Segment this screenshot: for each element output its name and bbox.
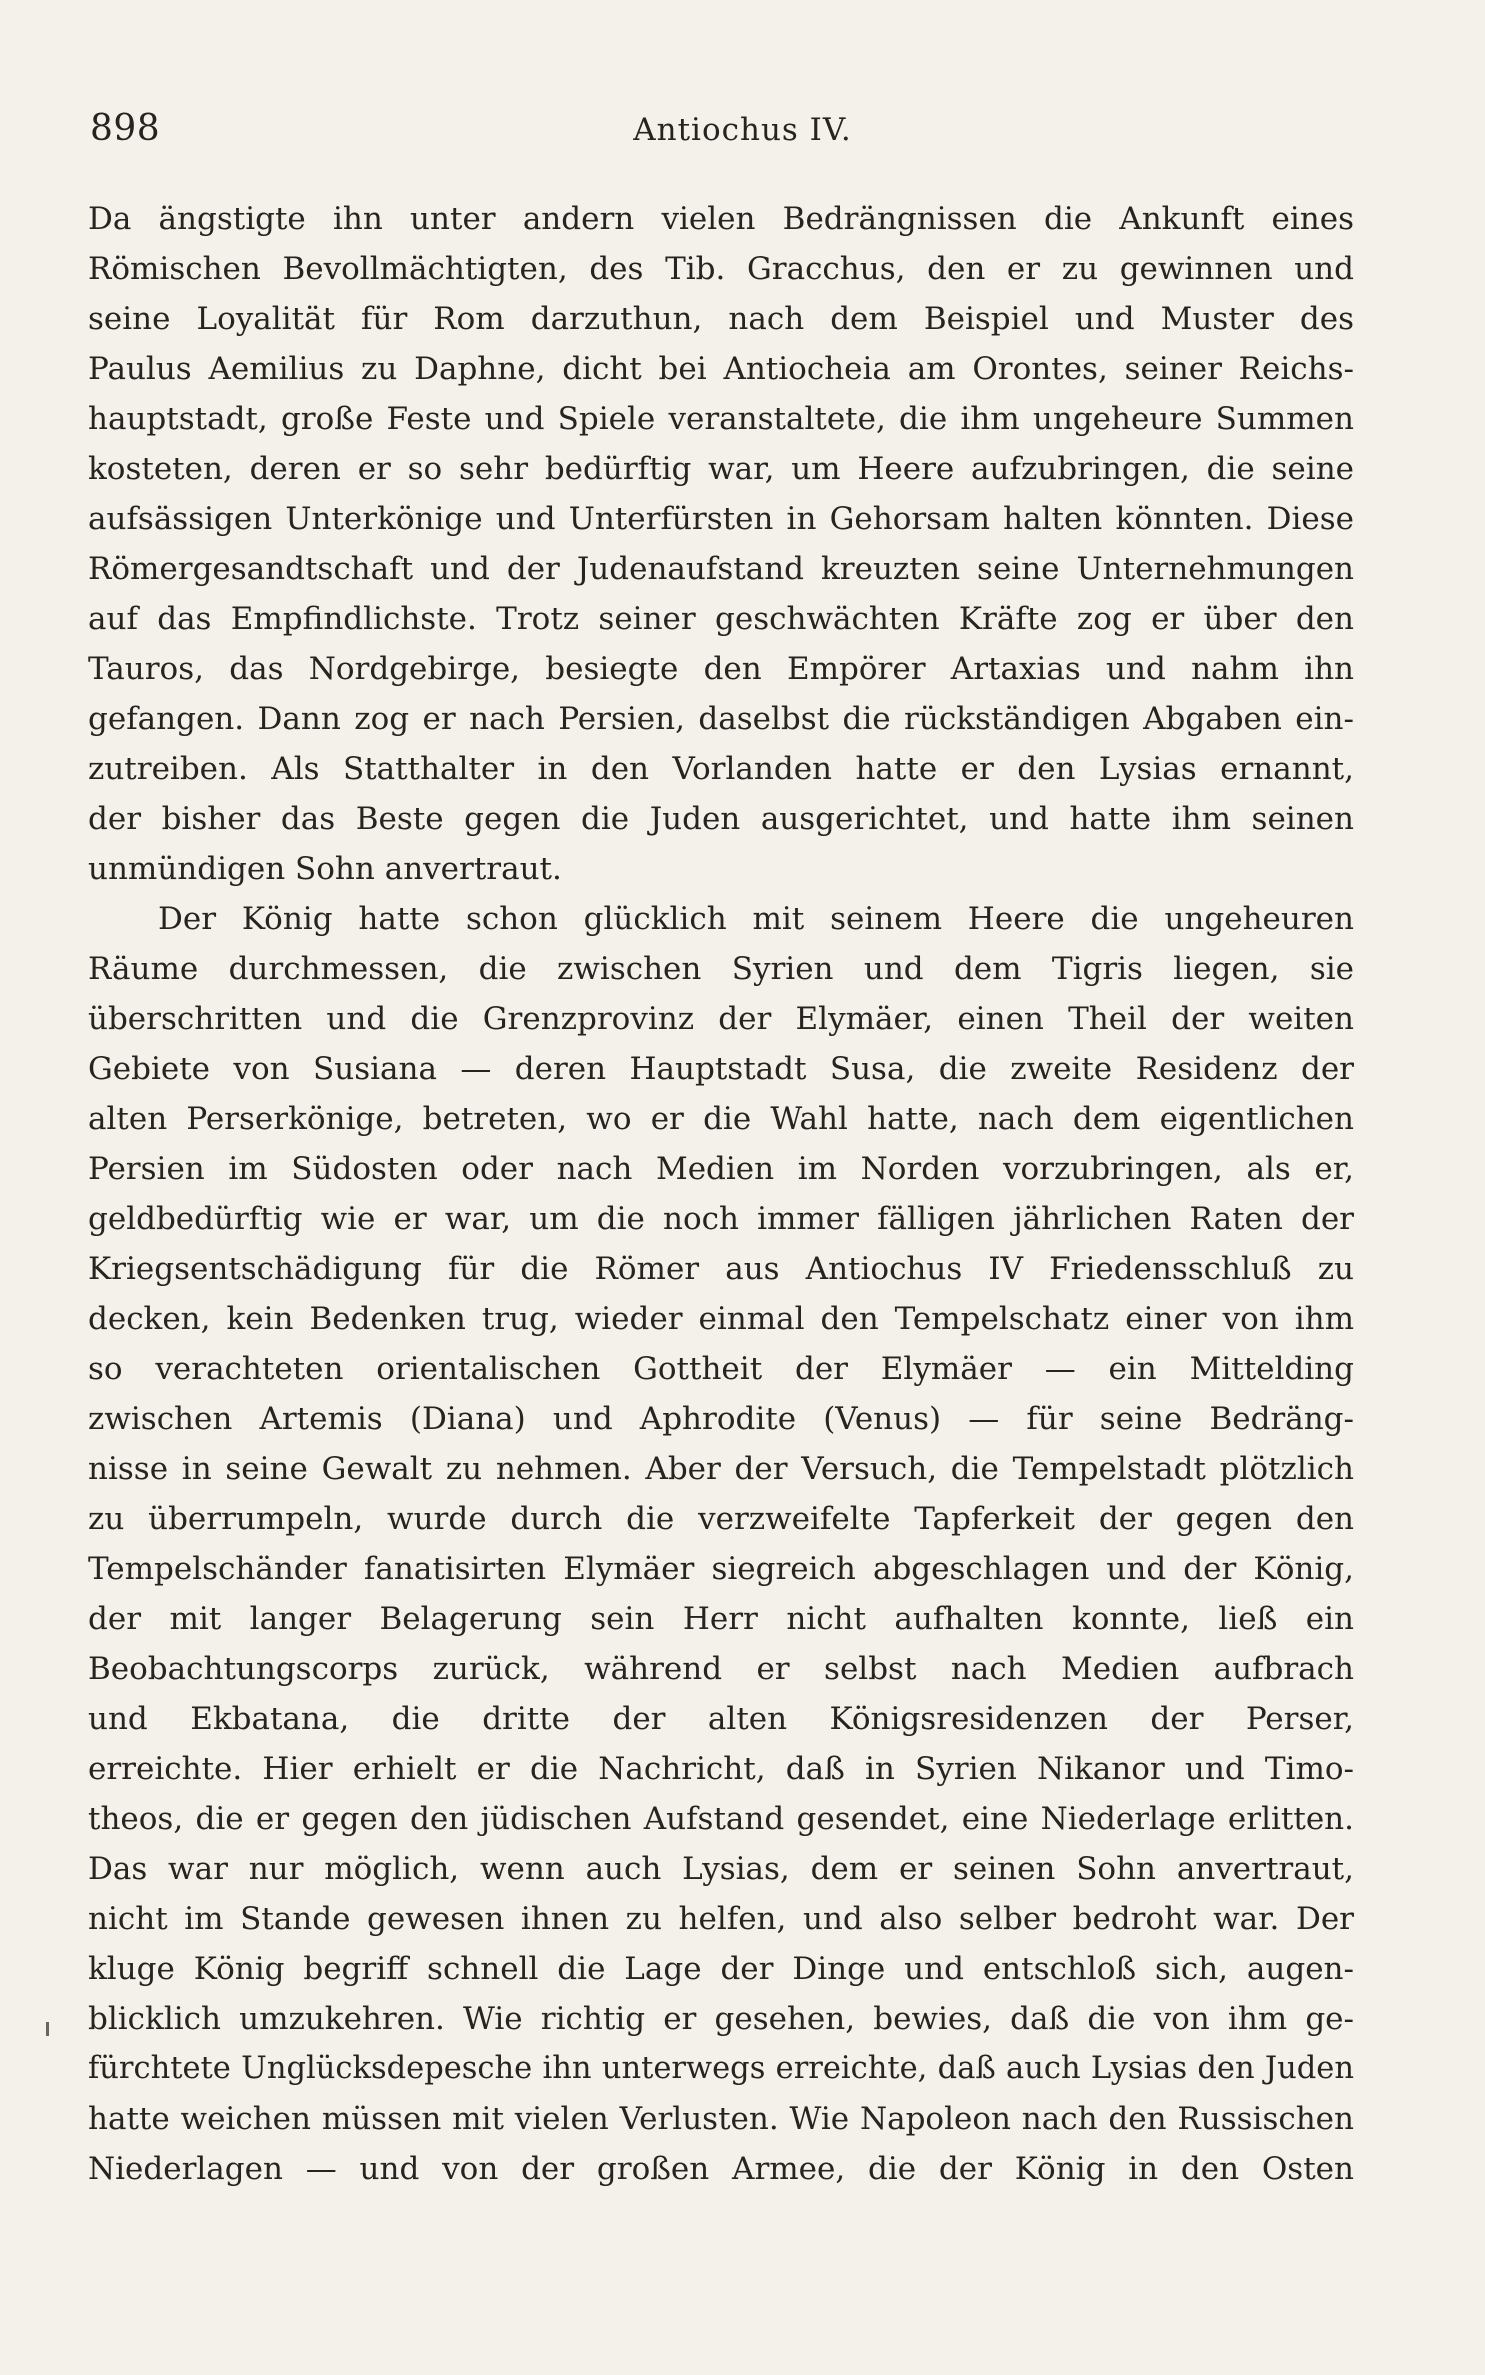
text-line: auf das Empfindlichste. Trotz seiner geschwächten Kräfte zog er über den <box>88 601 1354 637</box>
text-line: Gebiete von Susiana — deren Hauptstadt Susa, die zweite Residenz der <box>88 1051 1354 1087</box>
text-line: Räume durchmessen, die zwischen Syrien und dem Tigris liegen, sie <box>88 951 1354 987</box>
text-line: kosteten, deren er so sehr bedürftig war, um Heere aufzubringen, die seine <box>88 451 1354 487</box>
text-line: zu überrumpeln, wurde durch die verzweifelte Tapferkeit der gegen den <box>88 1501 1354 1537</box>
text-line: alten Perserkönige, betreten, wo er die Wahl hatte, nach dem eigentlichen <box>88 1101 1354 1137</box>
text-line: Paulus Aemilius zu Daphne, dicht bei Antiocheia am Orontes, seiner Reichs- <box>88 351 1354 387</box>
text-line: Römergesandtschaft und der Judenaufstand kreuzten seine Unternehmungen <box>88 551 1354 587</box>
running-head: Antiochus IV. <box>633 112 852 148</box>
text-line: der bisher das Beste gegen die Juden ausgerichtet, und hatte ihm seinen <box>88 801 1354 837</box>
text-line: seine Loyalität für Rom darzuthun, nach dem Beispiel und Muster des <box>88 301 1354 337</box>
page-number: 898 <box>90 108 161 149</box>
text-line: Beobachtungscorps zurück, während er selbst nach Medien aufbrach <box>88 1651 1354 1687</box>
text-line: überschritten und die Grenzprovinz der Elymäer, einen Theil der weiten <box>88 1001 1354 1037</box>
text-line: Tempelschänder fanatisirten Elymäer siegreich abgeschlagen und der König, <box>88 1551 1354 1587</box>
text-line: fürchtete Unglücksdepesche ihn unterwegs erreichte, daß auch Lysias den Juden <box>88 2051 1354 2086</box>
text-line: und Ekbatana, die dritte der alten Königsresidenzen der Perser, <box>88 1701 1354 1737</box>
text-line: Da ängstigte ihn unter andern vielen Bedrängnissen die Ankunft eines <box>88 201 1354 237</box>
text-line: Der König hatte schon glücklich mit seinem Heere die ungeheuren <box>158 901 1354 937</box>
text-line: hauptstadt, große Feste und Spiele veranstaltete, die ihm ungeheure Summen <box>88 401 1354 437</box>
text-line: theos, die er gegen den jüdischen Aufstand gesendet, eine Niederlage erlitten. <box>88 1801 1354 1837</box>
margin-mark <box>46 2022 49 2036</box>
text-line: kluge König begriff schnell die Lage der Dinge und entschloß sich, augen- <box>88 1951 1354 1987</box>
text-line: aufsässigen Unterkönige und Unterfürsten in Gehorsam halten könnten. Diese <box>88 501 1354 537</box>
text-line: gefangen. Dann zog er nach Persien, daselbst die rückständigen Abgaben ein- <box>88 701 1354 737</box>
text-line: Kriegsentschädigung für die Römer aus Antiochus IV Friedensschluß zu <box>88 1251 1354 1287</box>
body-text <box>88 194 1354 2194</box>
text-line: Das war nur möglich, wenn auch Lysias, dem er seinen Sohn anvertraut, <box>88 1851 1354 1887</box>
text-line: Römischen Bevollmächtigten, des Tib. Gracchus, den er zu gewinnen und <box>88 251 1354 287</box>
text-line: so verachteten orientalischen Gottheit der Elymäer — ein Mittelding <box>88 1351 1354 1387</box>
text-line: Tauros, das Nordgebirge, besiegte den Empörer Artaxias und nahm ihn <box>88 651 1354 687</box>
text-line: nicht im Stande gewesen ihnen zu helfen, und also selber bedroht war. Der <box>88 1901 1354 1937</box>
text-line: nisse in seine Gewalt zu nehmen. Aber der Versuch, die Tempelstadt plötzlich <box>88 1451 1354 1487</box>
text-line: Persien im Südosten oder nach Medien im Norden vorzubringen, als er, <box>88 1151 1354 1187</box>
text-line: Niederlagen — und von der großen Armee, die der König in den Osten <box>88 2151 1354 2187</box>
text-line: erreichte. Hier erhielt er die Nachricht, daß in Syrien Nikanor und Timo- <box>88 1751 1354 1787</box>
text-line: der mit langer Belagerung sein Herr nicht aufhalten konnte, ließ ein <box>88 1601 1354 1637</box>
text-line: geldbedürftig wie er war, um die noch immer fälligen jährlichen Raten der <box>88 1201 1354 1237</box>
text-line: hatte weichen müssen mit vielen Verlusten. Wie Napoleon nach den Russischen <box>88 2101 1354 2137</box>
text-line: zwischen Artemis (Diana) und Aphrodite (Venus) — für seine Bedräng- <box>88 1401 1354 1437</box>
text-line: decken, kein Bedenken trug, wieder einmal den Tempelschatz einer von ihm <box>88 1301 1354 1337</box>
text-line: zutreiben. Als Statthalter in den Vorlanden hatte er den Lysias ernannt, <box>88 751 1354 787</box>
text-line: unmündigen Sohn anvertraut. <box>88 851 562 887</box>
text-line: blicklich umzukehren. Wie richtig er gesehen, bewies, daß die von ihm ge- <box>88 2001 1354 2037</box>
